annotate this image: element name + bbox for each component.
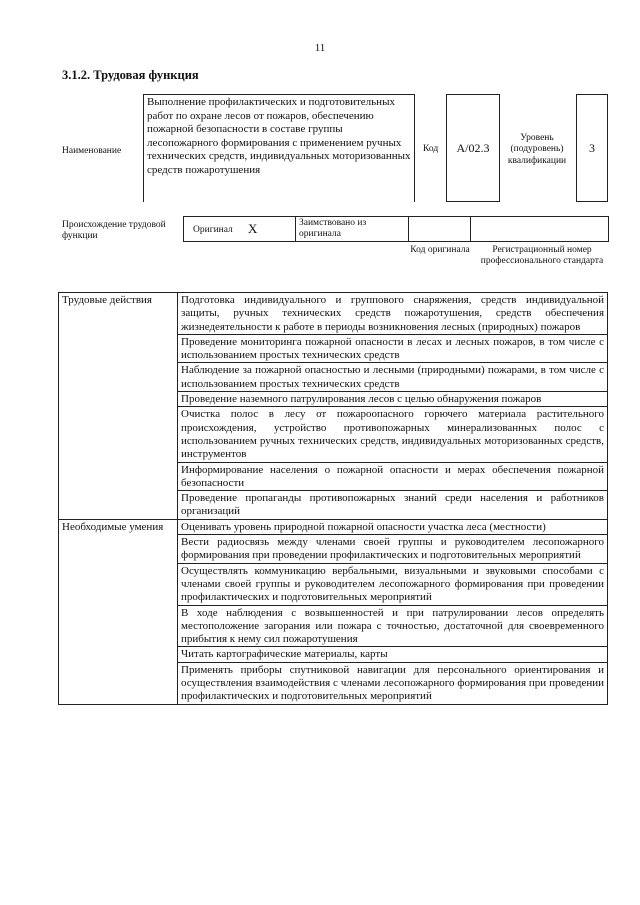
table-cell: Применять приборы спутниковой навигации для персонального ориентирования и осуществления взаимодействия с членами лесопожарного формирования при проведении профилактических и подготовительных мероприятий [178,662,608,704]
code-value: A/02.3 [446,94,500,202]
table-cell: Подготовка индивидуального и группового снаряжения, средств индивидуальной защиты, ручных технических средств пожаротушения, средств обеспечения жизнедеятельности к работе в периоды возникновения лесных (природных) пожаров [178,293,608,335]
category-cell: Необходимые умения [59,519,178,704]
table-cell: Информирование населения о пожарной опасности и мерах обеспечения пожарной безопасности [178,462,608,491]
page-number: 11 [314,42,326,54]
name-label: Наименование [62,146,122,156]
category-cell: Трудовые действия [59,293,178,520]
table-cell: Очистка полос в лесу от пожароопасного горючего материала растительного происхождения, устройство противопожарных минерализованных полос с использованием ручных технических средств, индивидуальных моторизованных средств, инструментов [178,407,608,462]
table-cell: Проведение мониторинга пожарной опасности в лесах и лесных пожаров, в том числе с использованием простых технических средств [178,334,608,363]
divider [470,216,471,242]
section-title: 3.1.2. Трудовая функция [62,68,199,82]
reg-number-caption: Регистрационный номер профессионального стандарта [480,245,604,267]
borrowed-label: Заимствовано из оригинала [299,218,367,240]
table-cell: Наблюдение за пожарной опасностью и лесными (природными) пожарами, в том числе с использованием простых технических средств [178,363,608,392]
level-value: 3 [576,94,608,202]
table-cell: Читать картографические материалы, карты [178,647,608,662]
original-label: Оригинал [193,225,233,235]
function-name: Выполнение профилактических и подготовительных работ по охране лесов от пожаров, обеспечению пожарной безопасности в составе группы лесопожарного формирования с применением ручных технических средств, индивидуальных моторизованных средств пожаротушения [143,94,415,202]
table-cell: Проведение пропаганды противопожарных знаний среди населения и работников организаций [178,491,608,520]
table-cell: В ходе наблюдения с возвышенностей и при патрулировании лесов определять местоположение загорания или пожара с точностью, достаточной для своевременного прибытия к нему сил пожаротушения [178,605,608,647]
function-table [58,292,608,705]
divider [295,216,296,242]
table-cell: Осуществлять коммуникацию вербальными, визуальными и звуковыми способами с членами своей группы и руководителем лесопожарного формирования при проведении профилактических и подготовительных мероприятий [178,563,608,605]
code-label: Код [423,144,439,154]
table-row [59,519,608,534]
table-cell: Оценивать уровень природной пожарной опасности участка леса (местности) [178,519,608,534]
divider [408,216,409,242]
table-cell: Проведение наземного патрулирования лесов с целью обнаружения пожаров [178,392,608,407]
origin-label: Происхождение трудовой функции [62,220,166,242]
table-row [59,293,608,335]
table-cell: Вести радиосвязь между членами своей группы и руководителем лесопожарного формирования при проведении профилактических и подготовительных мероприятий [178,535,608,564]
code-original-caption: Код оригинала [410,245,470,255]
original-mark: X [248,221,258,236]
level-label: Уровень (подуровень) квалификации [507,132,567,166]
